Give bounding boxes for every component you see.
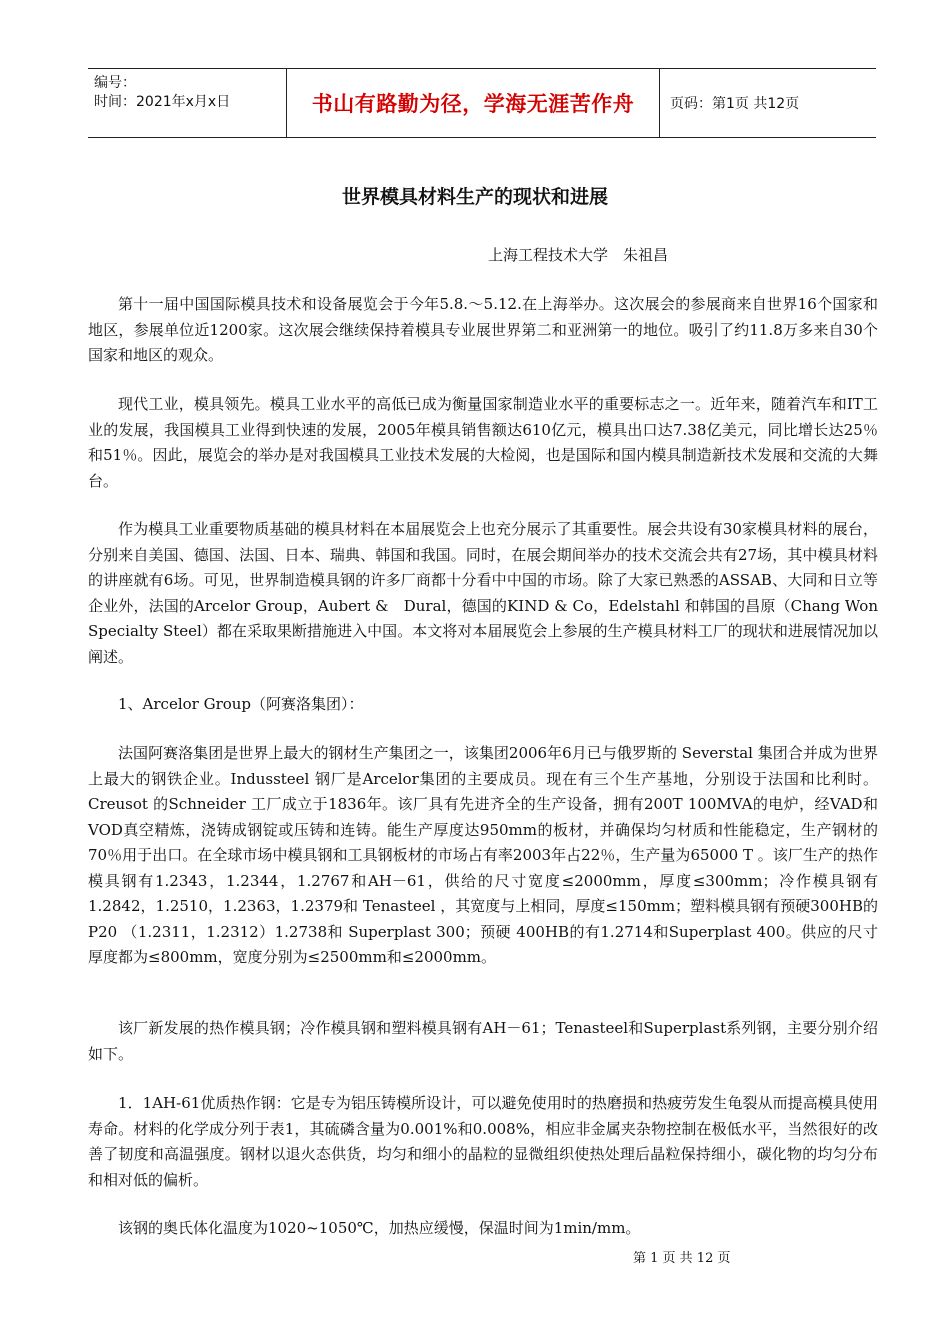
paragraph: 1．1AH-61优质热作钢：它是专为铝压铸模所设计，可以避免使用时的热磨损和热疲劳发生龟裂从而提高模具使用寿命。材料的化学成分列于表1，其硫磷含量为0.001%和0.008%，相应非金属夹杂物控制在极低水平，当然很好的改善了韧度和高温强度。钢材以退火态供货，均匀和细小的晶粒的显微组织使热处理后晶粒保持细小，碳化物的均匀分布和相对低的偏析。 <box>88 1094 878 1189</box>
header-info <box>88 69 286 137</box>
header-motto: 书山有路勤为径，学海无涯苦作舟 <box>286 69 660 137</box>
page-header <box>88 68 876 138</box>
paragraph: 第十一届中国国际模具技术和设备展览会于今年5.8.～5.12.在上海举办。这次展会的参展商来自世界16个国家和地区，参展单位近1200家。这次展会继续保持着模具专业展世界第二和亚洲第一的地位。吸引了约11.8万多来自30个国家和地区的观众。 <box>88 295 878 364</box>
paragraph: 该厂新发展的热作模具钢；冷作模具钢和塑料模具钢有AH－61；Tenasteel和Superplast系列钢，主要分别介绍如下。 <box>88 1019 878 1063</box>
doc-time-label: 时间：2021年x月x日 <box>94 94 231 110</box>
paragraph: 作为模具工业重要物质基础的模具材料在本届展览会上也充分展示了其重要性。展会共设有30家模具材料的展台，分别来自美国、德国、法国、日本、瑞典、韩国和我国。同时，在展会期间举办的技术交流会共有27场，其中模具材料的讲座就有6场。可见，世界制造模具钢的许多厂商都十分看中中国的市场。除了大家已熟悉的ASSAB、大同和日立等企业外，法国的Arcelor Group，Aubert & Dural，德国的KIND & Co，Edelstahl 和韩国的昌原（Chang Won Specialty Steel）都在采取果断措施进入中国。本文将对本届展览会上参展的生产模具材料工厂的现状和进展情况加以阐述。 <box>88 520 878 666</box>
document-author: 上海工程技术大学 朱祖昌 <box>488 246 669 264</box>
paragraph: 该钢的奥氏体化温度为1020~1050℃，加热应缓慢，保温时间为1min/mm。 <box>118 1219 641 1237</box>
doc-number-label: 编号： <box>94 75 136 91</box>
page-footer: 第 1 页 共 12 页 <box>633 1251 731 1266</box>
paragraph: 法国阿赛洛集团是世界上最大的钢材生产集团之一，该集团2006年6月已与俄罗斯的 Severstal 集团合并成为世界上最大的钢铁企业。Indussteel 钢厂是Arcelor集团的主要成员。现在有三个生产基地，分别设于法国和比利时。Creusot 的Schneider 工厂成立于1836年。该厂具有先进齐全的生产设备，拥有200T 100MVA的电炉，经VAD和VOD真空精炼，浇铸成钢锭或压铸和连铸。能生产厚度达950mm的板材，并确保均匀材质和性能稳定，生产钢材的70％用于出口。在全球市场中模具钢和工具钢板材的市场占有率2003年占22％，生产量为65000 T 。该厂生产的热作模具钢有1.2343，1.2344，1.2767和AH－61，供给的尺寸宽度≤2000mm，厚度≤300mm；冷作模具钢有1.2842，1.2510，1.2363，1.2379和 Tenasteel ，其宽度与上相同，厚度≤150mm；塑料模具钢有预硬300HB的P20 （1.2311，1.2312）1.2738和 Superplast 300；预硬 400HB的有1.2714和Superplast 400。供应的尺寸厚度都为≤800mm，宽度分别为≤2500mm和≤2000mm。 <box>88 744 878 966</box>
paragraph: 现代工业，模具领先。模具工业水平的高低已成为衡量国家制造业水平的重要标志之一。近年来，随着汽车和IT工业的发展，我国模具工业得到快速的发展，2005年模具销售额达610亿元，模具出口达7.38亿美元，同比增长达25％和51％。因此，展览会的举办是对我国模具工业技术发展的大检阅，也是国际和国内模具制造新技术发展和交流的大舞台。 <box>88 395 878 490</box>
document-title: 世界模具材料生产的现状和进展 <box>341 186 608 208</box>
header-page-label: 页码：第1页 共12页 <box>670 96 800 112</box>
section-heading: 1、Arcelor Group（阿赛洛集团）： <box>118 695 364 713</box>
